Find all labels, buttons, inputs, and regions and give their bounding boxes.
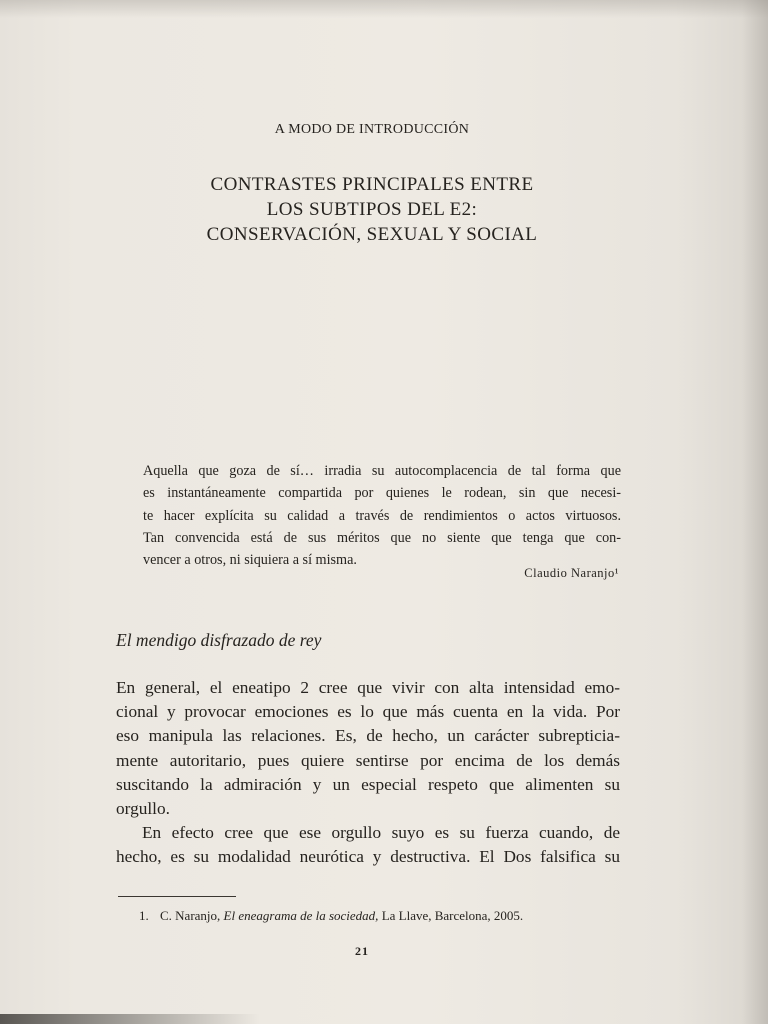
footnote-rule: [118, 896, 236, 897]
epigraph-line: Aquella que goza de sí… irradia su autocomplacencia de tal forma que: [143, 463, 621, 479]
epigraph-line: te hacer explícita su calidad a través de rendimientos o actos virtuosos.: [143, 507, 621, 524]
body-line: mente autoritario, pues quiere sentirse por encima de los demás: [116, 750, 620, 770]
section-label: A MODO DE INTRODUCCIÓN: [274, 122, 470, 137]
body-line: En efecto cree que ese orgullo suyo es su fuerza cuando, de: [142, 823, 620, 843]
scan-shadow-bottom: [0, 1014, 260, 1024]
scan-shadow-top: [0, 0, 768, 18]
chapter-title-line: LOS SUBTIPOS DEL E2:: [266, 199, 478, 220]
epigraph-author: Claudio Naranjo¹: [524, 566, 619, 580]
epigraph-line: vencer a otros, ni siquiera a sí misma.: [143, 552, 357, 569]
section-heading: El mendigo disfrazado de rey: [116, 630, 322, 650]
chapter-title-line: CONSERVACIÓN, SEXUAL Y SOCIAL: [206, 224, 538, 245]
body-line: eso manipula las relaciones. Es, de hecho, un carácter subrepticia-: [116, 726, 620, 746]
page-number: 21: [355, 944, 369, 958]
scan-shadow-right: [742, 0, 768, 1024]
chapter-title: [0, 172, 744, 247]
footnote-number: 1.: [139, 908, 149, 923]
body-line: En general, el eneatipo 2 cree que vivir con alta intensidad emo-: [116, 678, 620, 697]
chapter-title-line: CONTRASTES PRINCIPALES ENTRE: [210, 174, 534, 195]
footnote: [139, 908, 523, 924]
body-text: [116, 676, 620, 870]
footnote-title: El eneagrama de la sociedad,: [223, 908, 379, 923]
body-line: suscitando la admiración y un especial respeto que alimenten su: [116, 774, 620, 794]
body-line: cional y provocar emociones es lo que más cuenta en la vida. Por: [116, 702, 620, 722]
body-line: orgullo.: [116, 799, 170, 819]
epigraph-line: Tan convencida está de sus méritos que no siente que tenga que con-: [143, 529, 621, 546]
epigraph: [143, 460, 621, 571]
footnote-author: C. Naranjo,: [160, 908, 221, 923]
footnote-publisher: La Llave, Barcelona, 2005.: [381, 908, 524, 923]
body-line: hecho, es su modalidad neurótica y destructiva. El Dos falsifica su: [116, 847, 620, 867]
epigraph-line: es instantáneamente compartida por quienes le rodean, sin que necesi-: [143, 485, 621, 502]
